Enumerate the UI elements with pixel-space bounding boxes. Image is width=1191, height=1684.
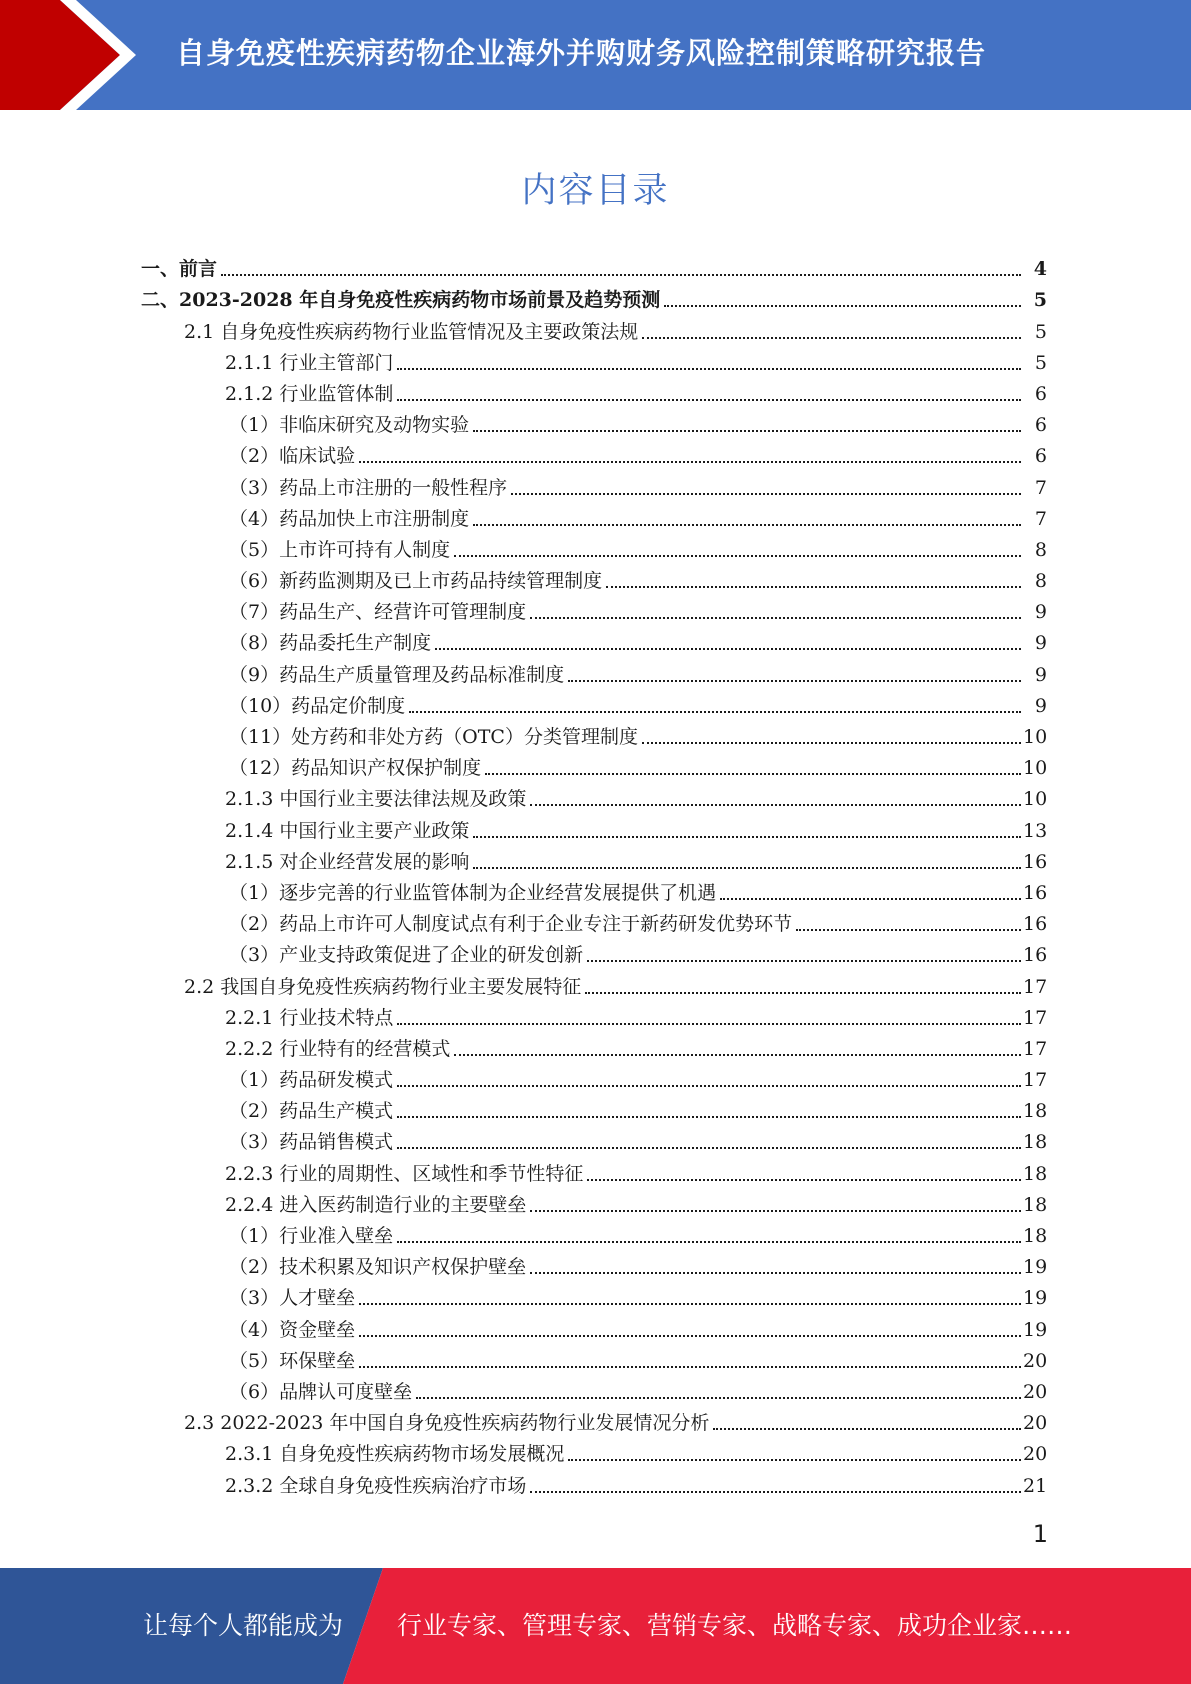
toc-heading: 内容目录 [521, 171, 670, 211]
toc-entry-title: 2.3 2022-2023 年中国自身免疫性疾病药物行业发展情况分析 [184, 1412, 710, 1435]
toc-dot-leader [473, 867, 1021, 869]
toc-entry-title: 2.2 我国自身免疫性疾病药物行业主要发展特征 [184, 975, 582, 998]
toc-entry-page: 20 [1023, 1412, 1048, 1435]
toc-dot-leader [530, 804, 1021, 806]
toc-entry-title: （11）处方药和非处方药（OTC）分类管理制度 [229, 726, 638, 748]
toc-entry[interactable] [0, 254, 1191, 285]
toc-entry[interactable] [0, 1252, 1191, 1283]
toc-entry[interactable] [0, 722, 1191, 753]
toc-entry-title: 2.1.3 中国行业主要法律法规及政策 [225, 788, 527, 811]
toc-entry-title: （1）非临床研究及动物实验 [229, 414, 470, 437]
toc-dot-leader [397, 399, 1021, 401]
toc-entry[interactable] [0, 1190, 1191, 1221]
toc-entry-title: 2.2.1 行业技术特点 [225, 1006, 394, 1029]
toc-entry-title: （1）行业准入壁垒 [229, 1225, 394, 1247]
toc-dot-leader [359, 461, 1021, 463]
toc-entry-title: （4）资金壁垒 [229, 1318, 356, 1341]
toc-entry-page: 5 [1034, 320, 1047, 343]
footer-banner [0, 1568, 1191, 1684]
toc-entry-title: 二、2023-2028 年自身免疫性疾病药物市场前景及趋势预测 [141, 289, 661, 312]
toc-entry-title: 2.2.4 进入医药制造行业的主要壁垒 [225, 1193, 527, 1216]
toc-entry[interactable] [0, 472, 1191, 503]
toc-dot-leader [409, 711, 1021, 713]
toc-entry[interactable] [0, 504, 1191, 535]
toc-entry-page: 5 [1034, 351, 1047, 374]
toc-entry-title: （2）技术积累及知识产权保护壁垒 [229, 1256, 527, 1279]
toc-entry-page: 6 [1034, 445, 1047, 468]
toc-entry-title: 2.1.1 行业主管部门 [225, 351, 394, 374]
toc-entry[interactable] [0, 1158, 1191, 1189]
toc-entry[interactable] [0, 784, 1191, 815]
toc-dot-leader [606, 586, 1021, 588]
toc-dot-leader [713, 1428, 1021, 1430]
footer-slogan-left: 让每个人都能成为 [143, 1611, 344, 1640]
toc-dot-leader [642, 742, 1021, 744]
toc-entry[interactable] [0, 316, 1191, 347]
toc-entry-title: 一、前言 [141, 258, 218, 281]
toc-dot-leader [435, 648, 1021, 650]
toc-entry[interactable] [0, 1096, 1191, 1127]
toc-dot-leader [664, 305, 1021, 307]
toc-dot-leader [473, 836, 1021, 838]
toc-entry[interactable] [0, 909, 1191, 940]
footer-slogan-right: 行业专家、管理专家、营销专家、战略专家、成功企业家…… [397, 1611, 1073, 1640]
toc-entry-page: 21 [1023, 1474, 1048, 1497]
toc-entry-title: （4）药品加快上市注册制度 [229, 507, 470, 530]
toc-dot-leader [473, 524, 1021, 526]
toc-dot-leader [359, 1366, 1021, 1368]
header-arrow-decoration [0, 0, 150, 110]
toc-entry-page: 16 [1023, 944, 1048, 967]
toc-entry[interactable] [0, 379, 1191, 410]
toc-entry[interactable] [0, 1346, 1191, 1377]
toc-entry-page: 8 [1034, 538, 1047, 561]
toc-dot-leader [511, 493, 1021, 495]
toc-entry[interactable] [0, 878, 1191, 909]
toc-entry-title: 2.1.2 行业监管体制 [225, 382, 394, 405]
toc-entry-page: 10 [1023, 757, 1048, 780]
toc-entry-title: （2）临床试验 [229, 445, 356, 468]
toc-dot-leader [720, 898, 1021, 900]
toc-entry[interactable] [0, 1470, 1191, 1501]
toc-entry-page: 18 [1023, 1100, 1048, 1123]
toc-dot-leader [530, 1210, 1021, 1212]
toc-entry-title: （1）逐步完善的行业监管体制为企业经营发展提供了机遇 [229, 881, 717, 904]
toc-entry-title: 2.2.3 行业的周期性、区域性和季节性特征 [225, 1162, 584, 1185]
toc-entry-title: （12）药品知识产权保护制度 [229, 757, 482, 780]
toc-entry-page: 10 [1023, 726, 1048, 748]
toc-entry[interactable] [0, 1314, 1191, 1345]
toc-dot-leader [587, 1179, 1021, 1181]
toc-entry[interactable] [0, 1065, 1191, 1096]
toc-entry[interactable] [0, 441, 1191, 472]
toc-entry[interactable] [0, 1003, 1191, 1034]
toc-entry-title: 2.2.2 行业特有的经营模式 [225, 1037, 451, 1060]
toc-entry-title: （6）品牌认可度壁垒 [229, 1380, 413, 1403]
toc-entry-page: 7 [1034, 476, 1047, 499]
toc-entry-page: 19 [1023, 1318, 1048, 1341]
toc-entry[interactable] [0, 348, 1191, 379]
toc-dot-leader [221, 274, 1021, 276]
toc-entry-page: 8 [1034, 570, 1047, 593]
toc-entry-page: 20 [1023, 1380, 1048, 1403]
toc-entry-page: 18 [1023, 1131, 1048, 1154]
toc-dot-leader [568, 1459, 1021, 1461]
toc-dot-leader [397, 368, 1021, 370]
toc-entry-page: 18 [1023, 1225, 1048, 1247]
toc-entry[interactable] [0, 410, 1191, 441]
toc-entry-title: （10）药品定价制度 [229, 694, 406, 717]
toc-dot-leader [397, 1147, 1021, 1149]
toc-entry-title: 2.1 自身免疫性疾病药物行业监管情况及主要政策法规 [184, 320, 639, 343]
toc-entry[interactable] [0, 1439, 1191, 1470]
toc-entry-title: （1）药品研发模式 [229, 1069, 394, 1092]
toc-entry[interactable] [0, 1377, 1191, 1408]
toc-dot-leader [454, 555, 1021, 557]
toc-dot-leader [397, 1241, 1021, 1243]
toc-dot-leader [416, 1397, 1021, 1399]
toc-entry[interactable] [0, 1283, 1191, 1314]
toc-dot-leader [585, 992, 1021, 994]
toc-entry[interactable] [0, 1034, 1191, 1065]
toc-entry-page: 7 [1034, 507, 1047, 530]
toc-dot-leader [359, 1335, 1021, 1337]
toc-entry-title: （3）人才壁垒 [229, 1287, 356, 1310]
toc-entry-page: 9 [1034, 632, 1047, 655]
report-title: 自身免疫性疾病药物企业海外并购财务风险控制策略研究报告 [176, 36, 987, 70]
report-header-band [0, 0, 1191, 110]
toc-entry-page: 18 [1023, 1162, 1048, 1185]
toc-entry-title: （8）药品委托生产制度 [229, 632, 432, 655]
toc-entry-title: 2.1.4 中国行业主要产业政策 [225, 819, 470, 842]
table-of-contents [0, 254, 1191, 1502]
toc-entry-title: 2.1.5 对企业经营发展的影响 [225, 850, 470, 873]
toc-dot-leader [397, 1085, 1021, 1087]
toc-entry-page: 20 [1023, 1349, 1048, 1372]
toc-entry-page: 16 [1023, 913, 1048, 936]
toc-dot-leader [359, 1303, 1021, 1305]
toc-entry-page: 17 [1023, 975, 1048, 998]
toc-dot-leader [485, 773, 1021, 775]
toc-entry-page: 13 [1023, 819, 1048, 842]
toc-dot-leader [642, 337, 1021, 339]
toc-dot-leader [568, 680, 1021, 682]
toc-entry[interactable] [0, 815, 1191, 846]
toc-dot-leader [796, 929, 1021, 931]
toc-entry[interactable] [0, 1221, 1191, 1252]
toc-dot-leader [530, 1491, 1021, 1493]
toc-entry-title: 2.3.2 全球自身免疫性疾病治疗市场 [225, 1474, 527, 1497]
toc-entry-page: 20 [1023, 1443, 1048, 1466]
toc-entry-title: （3）药品销售模式 [229, 1131, 394, 1154]
toc-dot-leader [530, 1272, 1021, 1274]
toc-entry[interactable] [0, 285, 1191, 316]
toc-entry-page: 6 [1034, 382, 1047, 405]
toc-dot-leader [397, 1116, 1021, 1118]
toc-entry[interactable] [0, 847, 1191, 878]
toc-entry-title: 2.3.1 自身免疫性疾病药物市场发展概况 [225, 1443, 565, 1466]
page-number: 1 [1032, 1520, 1048, 1548]
toc-entry-page: 17 [1023, 1069, 1048, 1092]
toc-entry-page: 4 [1033, 258, 1047, 281]
toc-entry-title: （9）药品生产质量管理及药品标准制度 [229, 663, 565, 686]
toc-entry-title: （5）环保壁垒 [229, 1349, 356, 1372]
toc-entry[interactable] [0, 566, 1191, 597]
toc-entry-page: 6 [1034, 414, 1047, 437]
toc-entry[interactable] [0, 535, 1191, 566]
toc-entry-page: 10 [1023, 788, 1048, 811]
toc-dot-leader [587, 960, 1021, 962]
toc-entry-page: 17 [1023, 1006, 1048, 1029]
toc-entry-page: 18 [1023, 1193, 1048, 1216]
toc-entry-page: 16 [1023, 881, 1048, 904]
toc-entry[interactable] [0, 753, 1191, 784]
toc-entry-page: 9 [1034, 601, 1047, 624]
toc-dot-leader [530, 617, 1021, 619]
toc-entry-page: 17 [1023, 1037, 1048, 1060]
toc-entry[interactable] [0, 659, 1191, 690]
toc-entry-title: （3）产业支持政策促进了企业的研发创新 [229, 944, 584, 967]
toc-dot-leader [473, 430, 1021, 432]
toc-entry[interactable] [0, 691, 1191, 722]
toc-entry-page: 19 [1023, 1287, 1048, 1310]
toc-dot-leader [454, 1054, 1021, 1056]
toc-entry-title: （7）药品生产、经营许可管理制度 [229, 601, 527, 624]
toc-entry-title: （3）药品上市注册的一般性程序 [229, 476, 508, 499]
toc-entry-title: （5）上市许可持有人制度 [229, 538, 451, 561]
toc-entry-page: 19 [1023, 1256, 1048, 1279]
toc-entry[interactable] [0, 597, 1191, 628]
toc-entry[interactable] [0, 1127, 1191, 1158]
toc-entry[interactable] [0, 1408, 1191, 1439]
toc-entry-title: （2）药品上市许可人制度试点有利于企业专注于新药研发优势环节 [229, 913, 793, 936]
toc-entry-page: 5 [1033, 289, 1047, 312]
toc-entry-page: 9 [1034, 694, 1047, 717]
toc-entry[interactable] [0, 628, 1191, 659]
toc-entry[interactable] [0, 940, 1191, 971]
toc-entry-page: 16 [1023, 850, 1048, 873]
toc-entry-page: 9 [1034, 663, 1047, 686]
toc-entry-title: （2）药品生产模式 [229, 1100, 394, 1123]
toc-dot-leader [397, 1023, 1021, 1025]
toc-entry[interactable] [0, 971, 1191, 1002]
toc-entry-title: （6）新药监测期及已上市药品持续管理制度 [229, 570, 603, 593]
